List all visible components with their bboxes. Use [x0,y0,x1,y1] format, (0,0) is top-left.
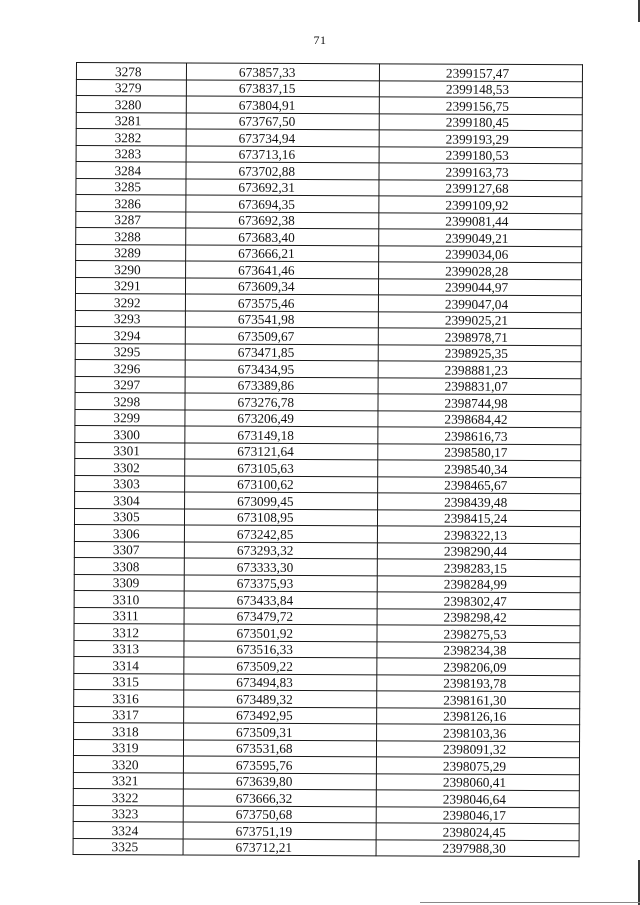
x-coordinate-cell: 673516,33 [184,640,377,657]
y-coordinate-cell: 2398978,71 [378,328,581,345]
y-coordinate-cell: 2399180,53 [379,146,582,163]
y-coordinate-cell: 2398290,44 [377,542,580,559]
y-coordinate-cell: 2398091,32 [376,740,579,757]
y-coordinate-cell: 2399148,53 [379,80,582,97]
point-number-cell: 3307 [74,541,184,558]
point-number-cell: 3319 [73,739,183,756]
x-coordinate-cell: 673639,80 [183,772,376,789]
point-number-cell: 3300 [75,425,185,442]
x-coordinate-cell: 673293,32 [184,541,377,558]
point-number-cell: 3325 [73,838,183,855]
point-number-cell: 3321 [73,772,183,789]
y-coordinate-cell: 2398103,36 [377,724,580,741]
x-coordinate-cell: 673702,88 [186,162,379,179]
y-coordinate-cell: 2399127,68 [379,179,582,196]
x-coordinate-cell: 673375,93 [184,574,377,591]
x-coordinate-cell: 673471,85 [185,343,378,360]
x-coordinate-cell: 673509,67 [185,327,378,344]
point-number-cell: 3311 [74,607,184,624]
x-coordinate-cell: 673804,91 [186,96,379,113]
x-coordinate-cell: 673149,18 [185,426,378,443]
y-coordinate-cell: 2399180,45 [379,113,582,130]
point-number-cell: 3317 [74,706,184,723]
point-number-cell: 3280 [76,96,186,113]
y-coordinate-cell: 2399156,75 [379,97,582,114]
x-coordinate-cell: 673595,76 [183,756,376,773]
point-number-cell: 3309 [74,574,184,591]
x-coordinate-cell: 673541,98 [185,310,378,327]
x-coordinate-cell: 673641,46 [186,261,379,278]
point-number-cell: 3291 [75,277,185,294]
x-coordinate-cell: 673276,78 [185,393,378,410]
x-coordinate-cell: 673531,68 [183,739,376,756]
y-coordinate-cell: 2398193,78 [377,674,580,691]
y-coordinate-cell: 2398684,42 [378,410,581,427]
point-number-cell: 3320 [73,755,183,772]
point-number-cell: 3292 [75,293,185,310]
x-coordinate-cell: 673333,30 [184,558,377,575]
x-coordinate-cell: 673494,83 [184,673,377,690]
y-coordinate-cell: 2399163,73 [379,163,582,180]
point-number-cell: 3301 [75,442,185,459]
x-coordinate-cell: 673489,32 [184,690,377,707]
y-coordinate-cell: 2398298,42 [377,608,580,625]
point-number-cell: 3308 [74,557,184,574]
y-coordinate-cell: 2399047,04 [378,295,581,312]
y-coordinate-cell: 2398075,29 [376,757,579,774]
x-coordinate-cell: 673712,21 [183,838,376,855]
y-coordinate-cell: 2398046,64 [376,790,579,807]
x-coordinate-cell: 673751,19 [183,822,376,839]
coordinates-table-body [73,63,582,857]
x-coordinate-cell: 673509,22 [184,657,377,674]
y-coordinate-cell: 2398415,24 [377,509,580,526]
coordinates-table-wrapper [73,62,582,857]
y-coordinate-cell: 2398275,53 [377,625,580,642]
x-coordinate-cell: 673837,15 [186,79,379,96]
x-coordinate-cell: 673857,33 [186,63,379,80]
x-coordinate-cell: 673479,72 [184,607,377,624]
point-number-cell: 3315 [74,673,184,690]
x-coordinate-cell: 673609,34 [185,277,378,294]
point-number-cell: 3324 [73,821,183,838]
y-coordinate-cell: 2399034,06 [379,245,582,262]
coordinates-table [73,62,583,857]
point-number-cell: 3305 [74,508,184,525]
y-coordinate-cell: 2399028,28 [379,262,582,279]
point-number-cell: 3294 [75,326,185,343]
y-coordinate-cell: 2398046,17 [376,806,579,823]
y-coordinate-cell: 2398060,41 [376,773,579,790]
x-coordinate-cell: 673206,49 [185,409,378,426]
point-number-cell: 3323 [73,805,183,822]
x-coordinate-cell: 673750,68 [183,805,376,822]
y-coordinate-cell: 2398126,16 [377,707,580,724]
y-coordinate-cell: 2398831,07 [378,377,581,394]
point-number-cell: 3285 [76,178,186,195]
point-number-cell: 3310 [74,590,184,607]
x-coordinate-cell: 673666,21 [186,244,379,261]
point-number-cell: 3304 [75,491,185,508]
x-coordinate-cell: 673099,45 [185,492,378,509]
x-coordinate-cell: 673105,63 [185,459,378,476]
y-coordinate-cell: 2398465,67 [378,476,581,493]
y-coordinate-cell: 2398616,73 [378,427,581,444]
x-coordinate-cell: 673492,95 [184,706,377,723]
y-coordinate-cell: 2397988,30 [376,839,579,856]
point-number-cell: 3286 [76,195,186,212]
scan-bottom-line [420,902,640,903]
x-coordinate-cell: 673692,38 [186,211,379,228]
y-coordinate-cell: 2399193,29 [379,130,582,147]
y-coordinate-cell: 2398322,13 [377,526,580,543]
point-number-cell: 3290 [76,261,186,278]
point-number-cell: 3318 [74,722,184,739]
point-number-cell: 3297 [75,376,185,393]
point-number-cell: 3299 [75,409,185,426]
y-coordinate-cell: 2398024,45 [376,823,579,840]
y-coordinate-cell: 2398580,17 [378,443,581,460]
y-coordinate-cell: 2398206,09 [377,658,580,675]
page-number: 71 [313,33,327,47]
y-coordinate-cell: 2398161,30 [377,691,580,708]
x-coordinate-cell: 673501,92 [184,624,377,641]
y-coordinate-cell: 2399081,44 [379,212,582,229]
x-coordinate-cell: 673692,31 [186,178,379,195]
x-coordinate-cell: 673100,62 [185,475,378,492]
y-coordinate-cell: 2398540,34 [378,460,581,477]
point-number-cell: 3283 [76,145,186,162]
x-coordinate-cell: 673242,85 [184,525,377,542]
point-number-cell: 3279 [76,79,186,96]
y-coordinate-cell: 2398234,38 [377,641,580,658]
point-number-cell: 3296 [75,359,185,376]
x-coordinate-cell: 673683,40 [186,228,379,245]
y-coordinate-cell: 2398302,47 [377,592,580,609]
y-coordinate-cell: 2398439,48 [378,493,581,510]
y-coordinate-cell: 2399157,47 [379,64,582,81]
point-number-cell: 3293 [75,310,185,327]
point-number-cell: 3312 [74,623,184,640]
y-coordinate-cell: 2399044,97 [378,278,581,295]
y-coordinate-cell: 2398925,35 [378,344,581,361]
point-number-cell: 3282 [76,129,186,146]
point-number-cell: 3314 [74,656,184,673]
point-number-cell: 3287 [76,211,186,228]
point-number-cell: 3306 [74,524,184,541]
point-number-cell: 3288 [76,228,186,245]
point-number-cell: 3284 [76,162,186,179]
point-number-cell: 3302 [75,458,185,475]
x-coordinate-cell: 673666,32 [183,789,376,806]
y-coordinate-cell: 2399049,21 [379,229,582,246]
y-coordinate-cell: 2398284,99 [377,575,580,592]
x-coordinate-cell: 673509,31 [184,723,377,740]
point-number-cell: 3295 [75,343,185,360]
x-coordinate-cell: 673433,84 [184,591,377,608]
x-coordinate-cell: 673694,35 [186,195,379,212]
y-coordinate-cell: 2399025,21 [378,311,581,328]
point-number-cell: 3313 [74,640,184,657]
point-number-cell: 3278 [76,63,186,80]
x-coordinate-cell: 673575,46 [185,294,378,311]
y-coordinate-cell: 2398881,23 [378,361,581,378]
x-coordinate-cell: 673734,94 [186,129,379,146]
y-coordinate-cell: 2398744,98 [378,394,581,411]
x-coordinate-cell: 673713,16 [186,145,379,162]
x-coordinate-cell: 673767,50 [186,112,379,129]
y-coordinate-cell: 2398283,15 [377,559,580,576]
y-coordinate-cell: 2399109,92 [379,196,582,213]
x-coordinate-cell: 673121,64 [185,442,378,459]
x-coordinate-cell: 673108,95 [184,508,377,525]
point-number-cell: 3289 [76,244,186,261]
x-coordinate-cell: 673389,86 [185,376,378,393]
table-row [73,838,579,857]
point-number-cell: 3316 [74,689,184,706]
point-number-cell: 3322 [73,788,183,805]
point-number-cell: 3303 [75,475,185,492]
x-coordinate-cell: 673434,95 [185,360,378,377]
point-number-cell: 3298 [75,392,185,409]
point-number-cell: 3281 [76,112,186,129]
